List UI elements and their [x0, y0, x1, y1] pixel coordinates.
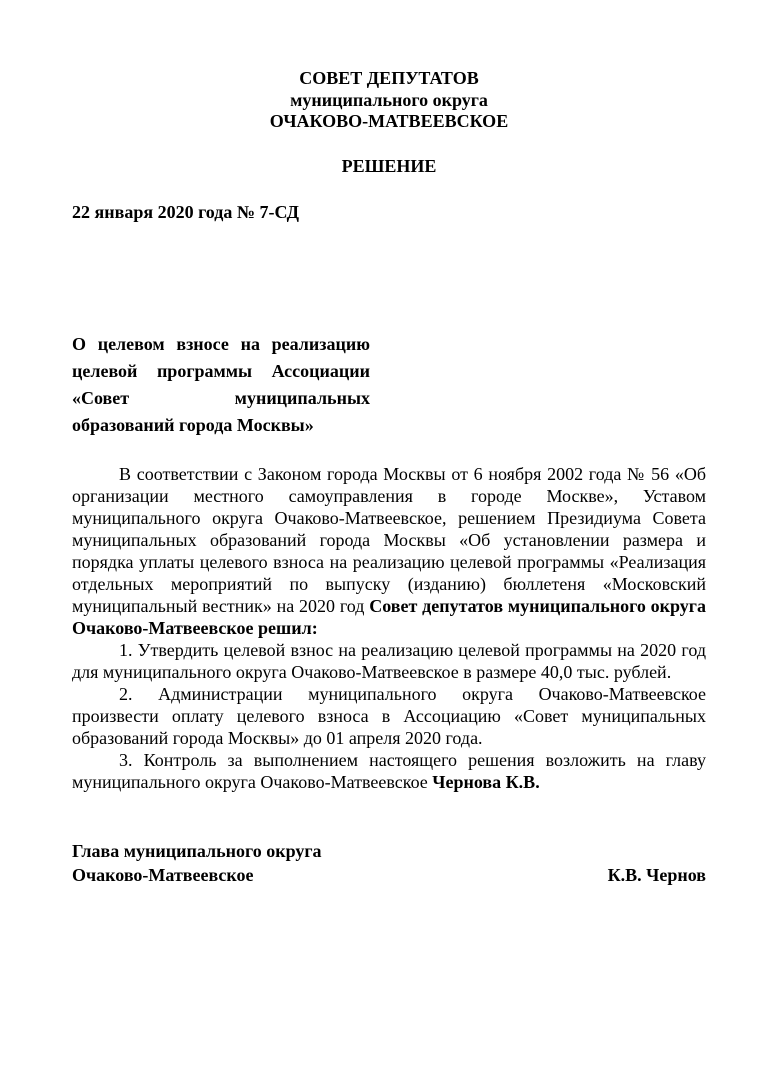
document-body — [72, 463, 706, 793]
intro-paragraph — [72, 463, 706, 639]
document-subject: О целевом взносе на реализацию целевой программы Ассоциации «Совет муниципальных образований города Москвы» — [72, 334, 370, 435]
signature-title-line1: Глава муниципального округа — [72, 841, 322, 861]
signature-block — [72, 839, 706, 887]
item3-responsible-name: Чернова К.В. — [432, 772, 540, 792]
org-name-line3: ОЧАКОВО-МАТВЕЕВСКОЕ — [269, 111, 509, 131]
resolution-item-1: 1. Утвердить целевой взнос на реализацию целевой программы на 2020 год для муниципального округа Очаково-Матвеевское в размере 40,0 тыс. рублей. — [72, 640, 706, 682]
signature-title-line2: Очаково-Матвеевское — [72, 865, 254, 885]
document-date-number: 22 января 2020 года № 7-СД — [72, 202, 299, 222]
signature-name: К.В. Чернов — [607, 865, 706, 885]
document-type-title: РЕШЕНИЕ — [341, 155, 437, 176]
resolution-item-2: 2. Администрации муниципального округа Очаково-Матвеевское произвести оплату целевого взноса в Ассоциацию «Совет муниципальных образований города Москвы» до 01 апреля 2020 года. — [72, 684, 706, 748]
org-header — [72, 68, 706, 133]
org-name-line2: муниципального округа — [290, 89, 488, 110]
org-name-line1: СОВЕТ ДЕПУТАТОВ — [299, 68, 479, 88]
signature-row — [72, 863, 706, 887]
intro-text: В соответствии с Законом города Москвы от 6 ноября 2002 года № 56 «Об организации местного самоуправления в городе Москве», Уставом муниципального округа Очаково-Матвеевское, решением Президиума Совета муниципальных образований города Москвы «Об установлении размера и порядка уплаты целевого взноса на реализацию целевой программы «Реализация отдельных мероприятий по выпуску (изданию) бюллетеня «Московский муниципальный вестник» на 2020 год — [72, 464, 706, 616]
intro-resolution-clause: Совет депутатов муниципального округа Очаково-Матвеевское решил: — [72, 596, 706, 638]
resolution-item-3 — [72, 749, 706, 793]
item3-text: 3. Контроль за выполнением настоящего решения возложить на главу муниципального округа Очаково-Матвеевское — [72, 750, 706, 792]
